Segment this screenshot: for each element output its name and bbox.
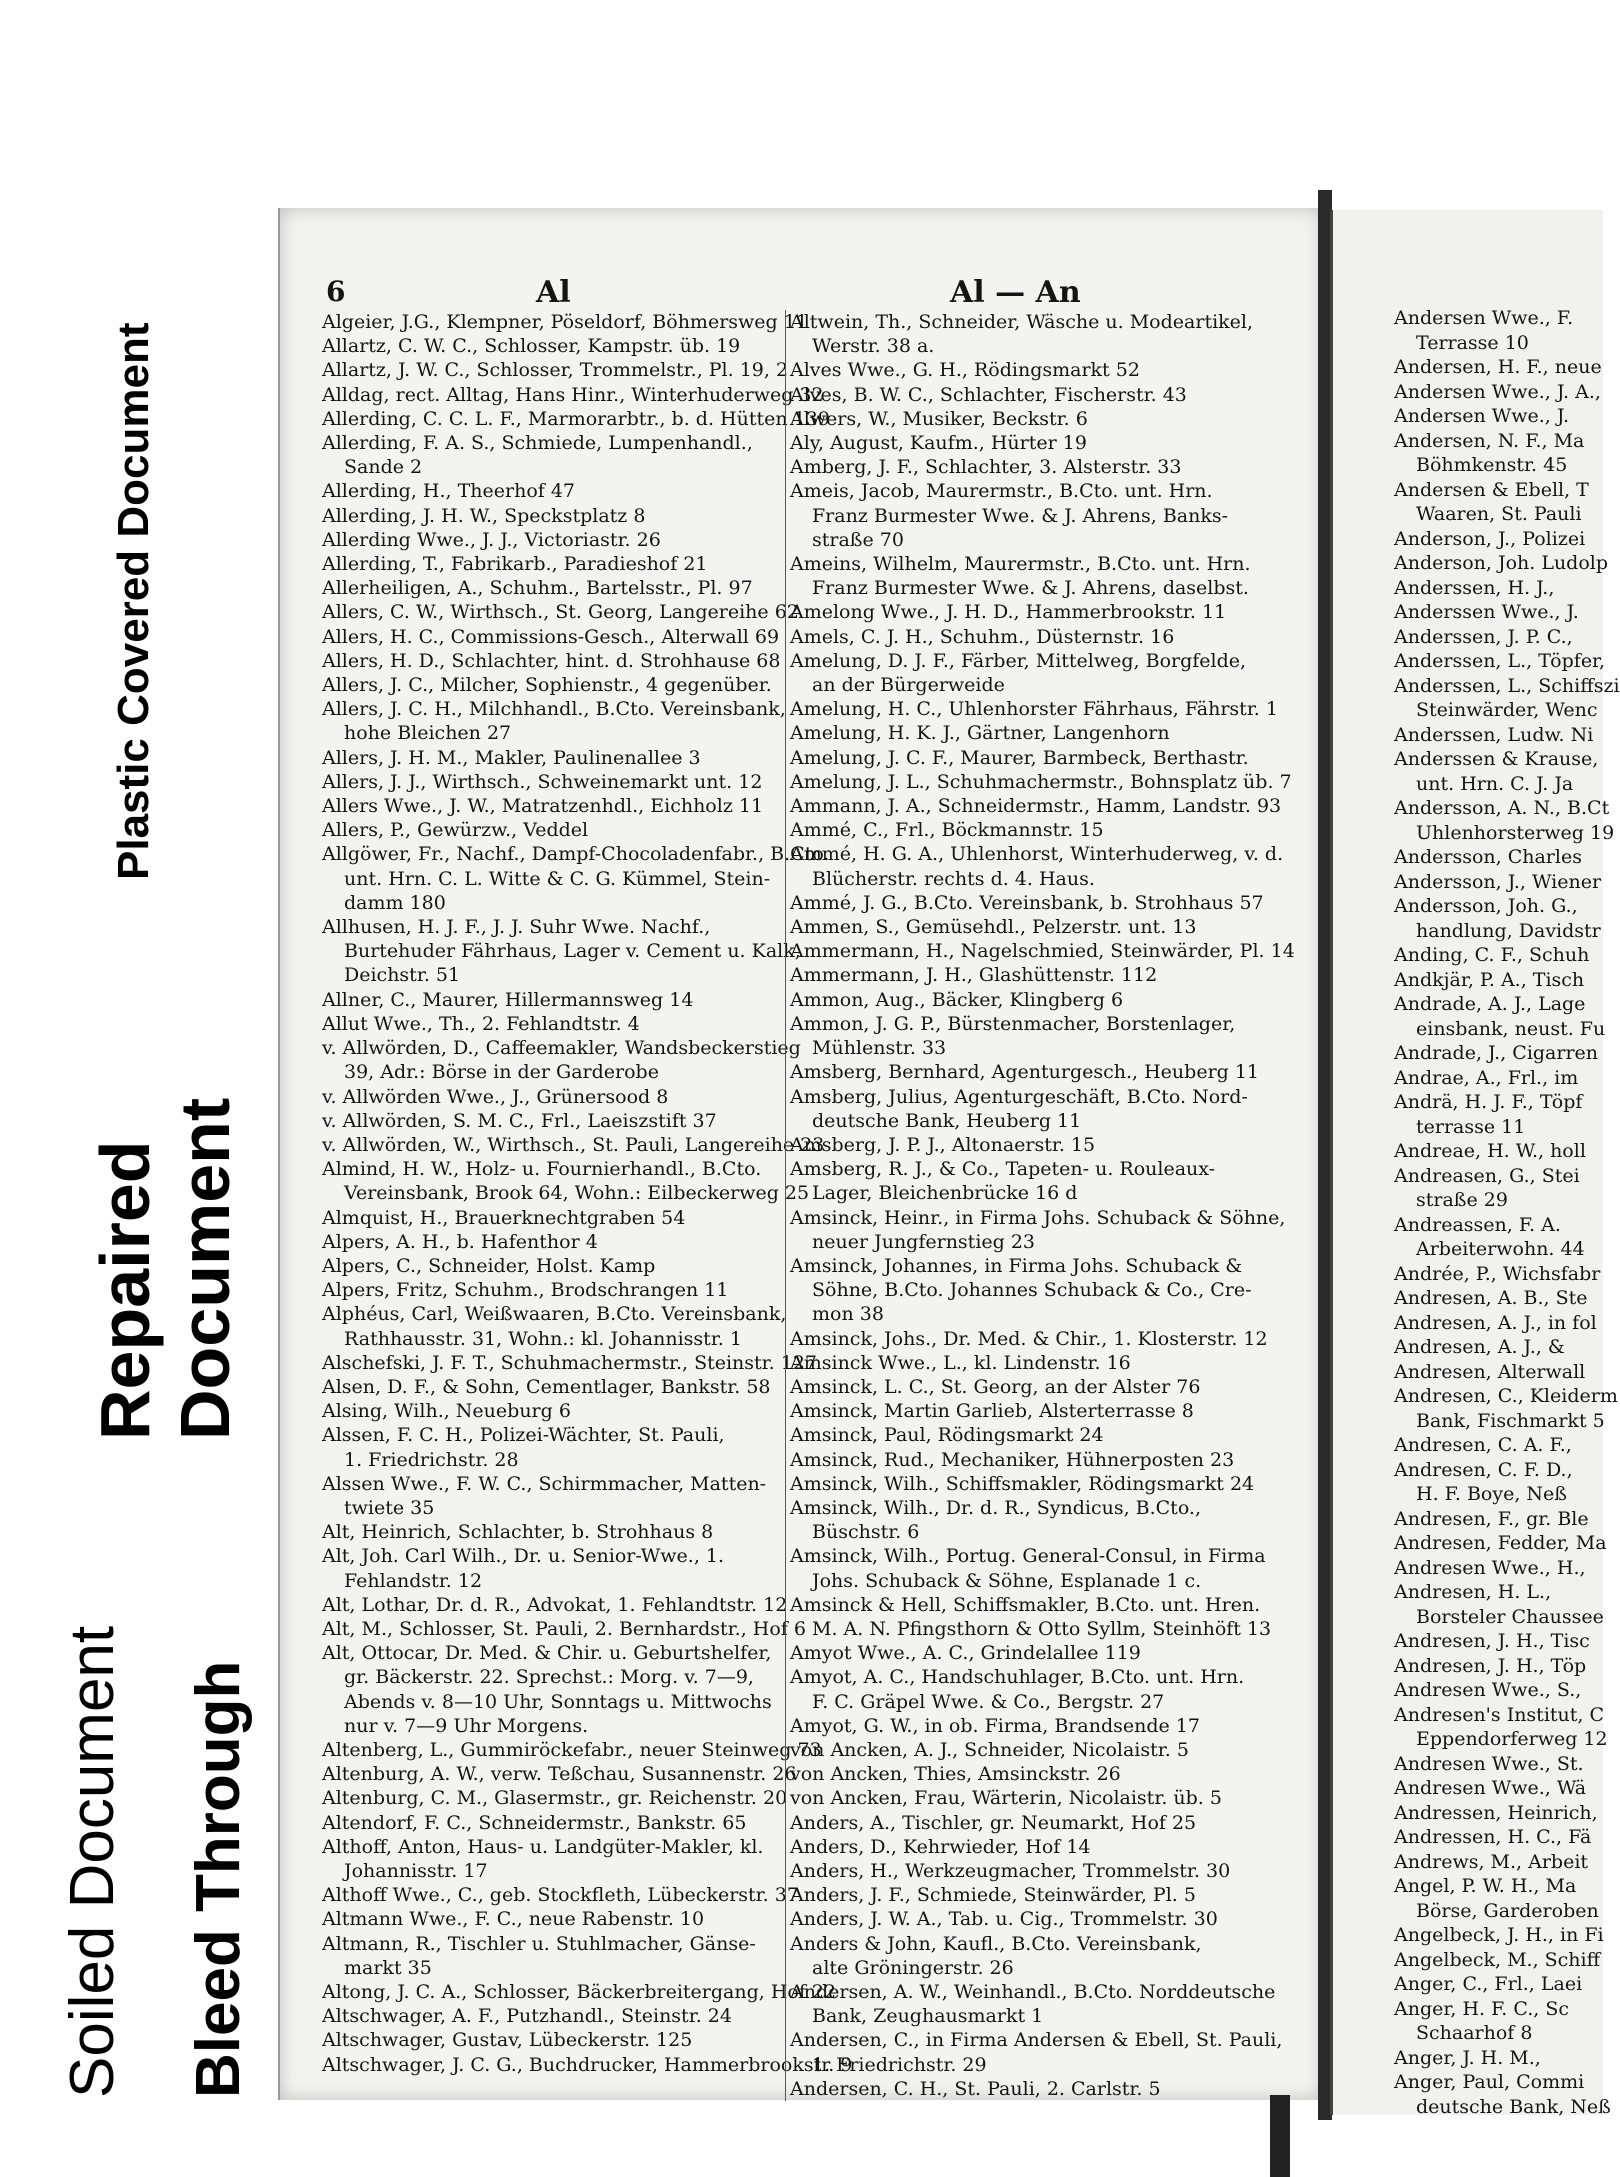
directory-entry-line: Böhmkenstr. 45 bbox=[1416, 454, 1568, 476]
running-header-left: Al bbox=[536, 275, 571, 310]
directory-entry-line: Allers, H. D., Schlachter, hint. d. Strohhause 68 bbox=[322, 649, 781, 672]
directory-entry-line: Amelung, D. J. F., Färber, Mittelweg, Borgfelde, bbox=[790, 649, 1247, 672]
directory-entry-line: Alt, Joh. Carl Wilh., Dr. u. Senior-Wwe., 1. bbox=[322, 1545, 725, 1568]
directory-entry-line: v. Allwörden Wwe., J., Grünersood 8 bbox=[322, 1085, 669, 1108]
directory-entry-line: nur v. 7—9 Uhr Morgens. bbox=[344, 1714, 589, 1737]
directory-entry-line: Almind, H. W., Holz- u. Fournierhandl., B.Cto. bbox=[322, 1158, 762, 1181]
directory-entry-line: Alpers, A. H., b. Hafenthor 4 bbox=[322, 1230, 598, 1253]
directory-entry-line: Ammé, J. G., B.Cto. Vereinsbank, b. Strohhaus 57 bbox=[790, 891, 1264, 914]
directory-entry-line: Alschefski, J. F. T., Schuhmachermstr., Steinstr. 127 bbox=[322, 1351, 818, 1374]
directory-entry-line: Altmann Wwe., F. C., neue Rabenstr. 10 bbox=[322, 1908, 705, 1931]
directory-entry-line: 1. Friedrichstr. 29 bbox=[812, 2053, 987, 2076]
directory-entry-line: Blücherstr. rechts d. 4. Haus. bbox=[812, 867, 1095, 890]
directory-entry-line: unt. Hrn. C. L. Witte & C. G. Kümmel, Stein- bbox=[344, 867, 771, 890]
bottom-shadow-strip bbox=[1270, 2095, 1290, 2177]
directory-entry-line: Alphéus, Carl, Weißwaaren, B.Cto. Vereinsbank, bbox=[322, 1303, 787, 1326]
directory-entry-line: Alldag, rect. Alltag, Hans Hinr., Winterhuderweg 32 bbox=[322, 383, 824, 406]
directory-entry-line: Eppendorferweg 12 bbox=[1416, 1728, 1608, 1750]
directory-entry-line: Andersen Wwe., J. A., bbox=[1394, 380, 1601, 403]
directory-entry-line: Anderssen & Krause, bbox=[1394, 748, 1599, 770]
directory-entry-line: Allgöwer, Fr., Nachf., Dampf-Chocoladenfabr., B.Cto. bbox=[322, 843, 830, 866]
directory-entry-line: v. Allwörden, W., Wirthsch., St. Pauli, Langereihe 23 bbox=[322, 1133, 825, 1156]
directory-entry-line: Amsinck, Johannes, in Firma Johs. Schuback & bbox=[790, 1254, 1243, 1277]
directory-entry-line: Aly, August, Kaufm., Hürter 19 bbox=[790, 432, 1087, 455]
directory-entry-line: Altendorf, F. C., Schneidermstr., Bankstr. 65 bbox=[322, 1811, 747, 1834]
directory-entry-line: Allerding, F. A. S., Schmiede, Lumpenhandl., bbox=[322, 432, 753, 455]
directory-entry-line: Allner, C., Maurer, Hillermannsweg 14 bbox=[322, 988, 694, 1011]
directory-entry-line: Andresen, Alterwall bbox=[1394, 1360, 1586, 1383]
directory-entry-line: Söhne, B.Cto. Johannes Schuback & Co., Cre- bbox=[812, 1279, 1252, 1302]
directory-entry-line: Allers, J. C. H., Milchhandl., B.Cto. Vereinsbank, bbox=[322, 698, 786, 721]
directory-entry-line: Allerding, T., Fabrikarb., Paradieshof 21 bbox=[322, 553, 708, 576]
directory-entry-line: hohe Bleichen 27 bbox=[344, 722, 512, 745]
directory-entry-line: Alves, B. W. C., Schlachter, Fischerstr. 43 bbox=[790, 383, 1187, 406]
directory-entry-line: Lager, Bleichenbrücke 16 d bbox=[812, 1182, 1078, 1205]
directory-entry-line: Alpers, Fritz, Schuhm., Brodschrangen 11 bbox=[322, 1279, 729, 1302]
directory-entry-line: straße 29 bbox=[1416, 1189, 1508, 1211]
directory-entry-line: Amsinck, Wilh., Portug. General-Consul, in Firma bbox=[790, 1545, 1266, 1568]
directory-entry-line: Ammé, C., Frl., Böckmannstr. 15 bbox=[790, 819, 1104, 842]
directory-entry-line: Burtehuder Fährhaus, Lager v. Cement u. Kalk, bbox=[344, 940, 801, 963]
directory-entry-line: Andersen, N. F., Ma bbox=[1394, 429, 1585, 452]
directory-entry-line: Andresen, A. B., Ste bbox=[1394, 1287, 1588, 1309]
directory-entry-line: Anderssen, L., Schiffszi bbox=[1394, 674, 1620, 697]
directory-entry-line: Amyot, A. C., Handschuhlager, B.Cto. unt. Hrn. bbox=[790, 1666, 1245, 1689]
directory-entry-line: Amsinck, L. C., St. Georg, an der Alster 76 bbox=[790, 1375, 1201, 1398]
directory-entry-line: Schaarhof 8 bbox=[1416, 2022, 1533, 2044]
directory-entry-line: Alt, M., Schlosser, St. Pauli, 2. Bernhardstr., Hof 6 bbox=[322, 1617, 806, 1640]
directory-entry-line: Allerding, C. C. L. F., Marmorarbtr., b. d. Hütten 139 bbox=[322, 407, 830, 430]
directory-entry-line: Allers, J. C., Milcher, Sophienstr., 4 gegenüber. bbox=[322, 674, 772, 697]
directory-column-right bbox=[785, 310, 1295, 2101]
directory-entry-line: Angel, P. W. H., Ma bbox=[1394, 1875, 1577, 1897]
page-number: 6 bbox=[326, 275, 346, 308]
directory-entry-line: Anders, D., Kehrwieder, Hof 14 bbox=[790, 1835, 1091, 1858]
directory-entry-line: Andresen Wwe., S., bbox=[1394, 1679, 1582, 1701]
directory-entry-line: markt 35 bbox=[344, 1956, 432, 1979]
directory-entry-line: Altschwager, J. C. G., Buchdrucker, Hammerbrookstr. 9 bbox=[322, 2053, 853, 2076]
directory-entry-line: Anger, C., Frl., Laei bbox=[1394, 1973, 1583, 1995]
directory-entry-line: Allers, J. H. M., Makler, Paulinenallee 3 bbox=[322, 746, 701, 769]
directory-entry-line: Johannisstr. 17 bbox=[344, 1860, 488, 1882]
directory-entry-line: Amelung, H. C., Uhlenhorster Fährhaus, Fährstr. 1 bbox=[790, 698, 1278, 721]
directory-entry-line: Allut Wwe., Th., 2. Fehlandtstr. 4 bbox=[322, 1012, 640, 1035]
directory-entry-line: Alssen Wwe., F. W. C., Schirmmacher, Matten- bbox=[322, 1472, 767, 1495]
directory-entry-line: Anderssen, Ludw. Ni bbox=[1394, 723, 1594, 746]
directory-entry-line: Vereinsbank, Brook 64, Wohn.: Eilbeckerweg 25 bbox=[344, 1182, 810, 1205]
directory-entry-line: Uhlenhorsterweg 19 bbox=[1416, 821, 1615, 844]
directory-entry-line: Deichstr. 51 bbox=[344, 964, 461, 987]
directory-entry-line: Althoff, Anton, Haus- u. Landgüter-Makler, kl. bbox=[322, 1835, 764, 1858]
directory-entry-line: Anger, Paul, Commi bbox=[1394, 2071, 1585, 2093]
directory-entry-line: terrasse 11 bbox=[1416, 1115, 1526, 1138]
directory-entry-line: Allers, C. W., Wirthsch., St. Georg, Langereihe 62 bbox=[322, 601, 799, 624]
directory-entry-line: 39, Adr.: Börse in der Garderobe bbox=[344, 1061, 659, 1084]
directory-entry-line: Andersson, Joh. G., bbox=[1394, 895, 1578, 917]
directory-entry-line: Algeier, J.G., Klempner, Pöseldorf, Böhmersweg 11 bbox=[322, 311, 808, 333]
directory-entry-line: Andrä, H. J. F., Töpf bbox=[1394, 1091, 1583, 1113]
directory-entry-line: Andkjär, P. A., Tisch bbox=[1394, 968, 1585, 991]
directory-entry-line: Andersen, H. F., neue bbox=[1394, 356, 1602, 378]
directory-entry-line: Andresen, C., Kleiderm bbox=[1394, 1385, 1618, 1407]
directory-entry-line: Allers, H. C., Commissions-Gesch., Alterwall 69 bbox=[322, 625, 780, 648]
directory-entry-line: Johs. Schuback & Söhne, Esplanade 1 c. bbox=[812, 1569, 1202, 1592]
directory-entry-line: Ameins, Wilhelm, Maurermstr., B.Cto. unt. Hrn. bbox=[790, 553, 1251, 576]
directory-entry-line: Altschwager, A. F., Putzhandl., Steinstr. 24 bbox=[322, 2005, 732, 2028]
directory-entry-line: Anger, J. H. M., bbox=[1394, 2046, 1541, 2069]
directory-entry-line: v. Allwörden, S. M. C., Frl., Laeiszstift 37 bbox=[322, 1109, 717, 1132]
directory-entry-line: Amsinck, Wilh., Dr. d. R., Syndicus, B.Cto., bbox=[790, 1496, 1202, 1519]
directory-entry-line: Werstr. 38 a. bbox=[812, 335, 935, 358]
directory-entry-line: Amsberg, R. J., & Co., Tapeten- u. Rouleaux- bbox=[790, 1158, 1216, 1181]
directory-entry-line: Alt, Heinrich, Schlachter, b. Strohhaus 8 bbox=[322, 1521, 714, 1544]
directory-entry-line: Andresen Wwe., H., bbox=[1394, 1556, 1586, 1579]
directory-entry-line: Amsinck Wwe., L., kl. Lindenstr. 16 bbox=[790, 1351, 1131, 1374]
plastic-covered-label: Plastic Covered Document bbox=[109, 322, 158, 880]
directory-entry-line: alte Gröningerstr. 26 bbox=[812, 1956, 1014, 1979]
directory-entry-line: deutsche Bank, Heuberg 11 bbox=[812, 1109, 1082, 1132]
directory-entry-line: Abends v. 8—10 Uhr, Sonntags u. Mittwochs bbox=[344, 1690, 772, 1713]
directory-entry-line: Anderson, Joh. Ludolp bbox=[1394, 552, 1609, 574]
running-header-right: Al — An bbox=[950, 275, 1081, 310]
directory-entry-line: Amsinck, Martin Garlieb, Alsterterrasse 8 bbox=[790, 1400, 1194, 1423]
directory-entry-line: Andersen Wwe., J. bbox=[1394, 405, 1570, 427]
directory-entry-line: neuer Jungfernstieg 23 bbox=[812, 1230, 1036, 1253]
directory-entry-line: Alssen, F. C. H., Polizei-Wächter, St. Pauli, bbox=[322, 1424, 725, 1447]
directory-entry-line: Arbeiterwohn. 44 bbox=[1416, 1238, 1585, 1260]
directory-entry-line: Rathhausstr. 31, Wohn.: kl. Johannisstr. 1 bbox=[344, 1327, 742, 1350]
directory-entry-line: Amberg, J. F., Schlachter, 3. Alsterstr. 33 bbox=[790, 456, 1182, 479]
directory-entry-line: Ammann, J. A., Schneidermstr., Hamm, Landstr. 93 bbox=[790, 795, 1282, 818]
directory-entry-line: Andersen, C., in Firma Andersen & Ebell, St. Pauli, bbox=[790, 2029, 1283, 2052]
directory-entry-line: Amsinck, Paul, Rödingsmarkt 24 bbox=[790, 1424, 1104, 1447]
directory-entry-line: F. C. Gräpel Wwe. & Co., Bergstr. 27 bbox=[812, 1690, 1165, 1713]
directory-entry-line: Andrae, A., Frl., im bbox=[1394, 1066, 1579, 1089]
directory-entry-line: Andersson, Charles bbox=[1394, 846, 1582, 868]
directory-entry-line: Amelung, J. C. F., Maurer, Barmbeck, Berthastr. bbox=[790, 746, 1249, 769]
directory-entry-line: Andersson, J., Wiener bbox=[1394, 870, 1602, 893]
directory-entry-line: v. Allwörden, D., Caffeemakler, Wandsbeckerstieg bbox=[322, 1037, 801, 1060]
directory-entry-line: Angelbeck, M., Schiff bbox=[1394, 1948, 1601, 1971]
directory-entry-line: Amels, C. J. H., Schuhm., Düsternstr. 16 bbox=[790, 625, 1175, 648]
directory-entry-line: Andresen Wwe., St. bbox=[1394, 1752, 1584, 1775]
directory-entry-line: twiete 35 bbox=[344, 1496, 435, 1519]
directory-entry-line: Andresen, A. J., & bbox=[1394, 1336, 1565, 1358]
directory-entry-line: straße 70 bbox=[812, 528, 904, 551]
directory-entry-line: Andersen, C. H., St. Pauli, 2. Carlstr. 5 bbox=[790, 2077, 1161, 2100]
directory-entry-line: Althoff Wwe., C., geb. Stockfleth, Lübeckerstr. 37 bbox=[322, 1884, 799, 1907]
directory-entry-line: an der Bürgerweide bbox=[812, 674, 1005, 697]
bleed-through-label: Bleed Through bbox=[184, 1660, 253, 2098]
next-page-column bbox=[1394, 306, 1620, 2119]
soiled-label: Soiled Document bbox=[58, 1625, 127, 2098]
directory-entry-line: Amelung, J. L., Schuhmachermstr., Bohnsplatz üb. 7 bbox=[790, 770, 1292, 793]
directory-entry-line: Andresen, F., gr. Ble bbox=[1394, 1507, 1589, 1530]
directory-entry-line: Allerding, H., Theerhof 47 bbox=[322, 480, 576, 503]
directory-entry-line: Amsinck, Heinr., in Firma Johs. Schuback & Söhne, bbox=[790, 1206, 1286, 1229]
directory-entry-line: Anding, C. F., Schuh bbox=[1394, 944, 1590, 966]
directory-entry-line: Andresen, C. F. D., bbox=[1394, 1458, 1573, 1481]
directory-entry-line: Andresen, C. A. F., bbox=[1394, 1434, 1572, 1456]
directory-entry-line: Franz Burmester Wwe. & J. Ahrens, Banks- bbox=[812, 504, 1229, 527]
directory-entry-line: Andressen, H. C., Fä bbox=[1394, 1826, 1592, 1848]
directory-entry-line: Alpers, C., Schneider, Holst. Kamp bbox=[322, 1254, 656, 1277]
directory-entry-line: Altschwager, Gustav, Lübeckerstr. 125 bbox=[322, 2029, 693, 2052]
directory-entry-line: Angelbeck, J. H., in Fi bbox=[1394, 1924, 1604, 1946]
directory-entry-line: Andrade, A. J., Lage bbox=[1394, 993, 1586, 1015]
directory-entry-line: handlung, Davidstr bbox=[1416, 919, 1601, 942]
directory-entry-line: Allers Wwe., J. W., Matratzenhdl., Eichholz 11 bbox=[322, 795, 764, 818]
directory-entry-line: Altenburg, A. W., verw. Teßchau, Susannenstr. 26 bbox=[322, 1763, 797, 1786]
directory-entry-line: Anderssen, H. J., bbox=[1394, 576, 1555, 599]
directory-entry-line: Terrasse 10 bbox=[1416, 331, 1529, 354]
directory-entry-line: Andreassen, F. A. bbox=[1394, 1213, 1561, 1236]
directory-entry-line: Andresen, J. H., Töp bbox=[1394, 1654, 1587, 1677]
directory-entry-line: Andersen & Ebell, T bbox=[1394, 478, 1589, 501]
directory-entry-line: Ammé, H. G. A., Uhlenhorst, Winterhuderweg, v. d. bbox=[790, 843, 1284, 866]
directory-entry-line: Alves Wwe., G. H., Rödingsmarkt 52 bbox=[790, 359, 1140, 382]
directory-entry-line: Anderson, J., Polizei bbox=[1394, 527, 1586, 550]
directory-entry-line: Andresen, Fedder, Ma bbox=[1394, 1532, 1607, 1554]
directory-entry-line: Amelong Wwe., J. H. D., Hammerbrookstr. 11 bbox=[790, 601, 1227, 624]
directory-entry-line: Allartz, J. W. C., Schlosser, Trommelstr., Pl. 19, 2 bbox=[322, 359, 789, 382]
directory-entry-line: Altenberg, L., Gummiröckefabr., neuer Steinweg 73 bbox=[322, 1738, 822, 1761]
directory-entry-line: Allerding, J. H. W., Speckstplatz 8 bbox=[322, 504, 646, 527]
directory-entry-line: Allerding Wwe., J. J., Victoriastr. 26 bbox=[322, 528, 661, 551]
directory-entry-line: Anger, H. F. C., Sc bbox=[1394, 1997, 1570, 2020]
directory-entry-line: deutsche Bank, Neß bbox=[1416, 2095, 1611, 2118]
directory-entry-line: Alt, Ottocar, Dr. Med. & Chir. u. Geburtshelfer, bbox=[322, 1642, 772, 1665]
directory-entry-line: Amsberg, Julius, Agenturgeschäft, B.Cto. Nord- bbox=[790, 1085, 1248, 1108]
directory-entry-line: Andrade, J., Cigarren bbox=[1394, 1042, 1599, 1064]
directory-entry-line: Andresen's Institut, C bbox=[1394, 1703, 1605, 1726]
directory-entry-line: Anderssen Wwe., J. bbox=[1394, 601, 1579, 623]
directory-entry-line: von Ancken, Frau, Wärterin, Nicolaistr. üb. 5 bbox=[790, 1787, 1222, 1810]
directory-entry-line: Bank, Zeughausmarkt 1 bbox=[812, 2005, 1044, 2028]
directory-entry-line: von Ancken, A. J., Schneider, Nicolaistr. 5 bbox=[790, 1738, 1189, 1761]
directory-entry-line: Anders, J. W. A., Tab. u. Cig., Trommelstr. 30 bbox=[790, 1908, 1218, 1931]
directory-entry-line: Amyot, G. W., in ob. Firma, Brandsende 17 bbox=[790, 1714, 1200, 1737]
directory-entry-line: Altong, J. C. A., Schlosser, Bäckerbreitergang, Hof 22 bbox=[322, 1981, 837, 2004]
directory-entry-line: Bank, Fischmarkt 5 bbox=[1416, 1409, 1605, 1432]
directory-entry-line: Anderssen, L., Töpfer, bbox=[1394, 650, 1606, 672]
directory-entry-line: Andresen, H. L., bbox=[1394, 1581, 1552, 1603]
directory-entry-line: Amsberg, Bernhard, Agenturgesch., Heuberg 11 bbox=[790, 1061, 1260, 1084]
directory-entry-line: Andreae, H. W., holl bbox=[1394, 1140, 1586, 1162]
directory-entry-line: Altwein, Th., Schneider, Wäsche u. Modeartikel, bbox=[790, 311, 1254, 333]
directory-entry-line: Ammermann, H., Nagelschmied, Steinwärder, Pl. 14 bbox=[790, 940, 1295, 963]
directory-entry-line: Fehlandstr. 12 bbox=[344, 1569, 483, 1592]
directory-entry-line: von Ancken, Thies, Amsinckstr. 26 bbox=[790, 1763, 1121, 1786]
directory-entry-line: Andrée, P., Wichsfabr bbox=[1394, 1262, 1601, 1285]
directory-entry-line: Büschstr. 6 bbox=[812, 1521, 920, 1544]
directory-entry-line: Andressen, Heinrich, bbox=[1394, 1801, 1598, 1824]
directory-entry-line: Steinwärder, Wenc bbox=[1416, 699, 1598, 721]
directory-entry-line: Andresen, A. J., in fol bbox=[1394, 1311, 1597, 1334]
directory-entry-line: Allhusen, H. J. F., J. J. Suhr Wwe. Nachf., bbox=[322, 916, 711, 939]
directory-entry-line: M. A. N. Pfingsthorn & Otto Syllm, Steinhöft 13 bbox=[812, 1617, 1272, 1640]
directory-entry-line: Anders, J. F., Schmiede, Steinwärder, Pl. 5 bbox=[790, 1884, 1196, 1907]
directory-entry-line: Allers, P., Gewürzw., Veddel bbox=[322, 819, 589, 842]
directory-entry-line: mon 38 bbox=[812, 1303, 884, 1326]
directory-entry-line: Amsinck, Wilh., Schiffsmakler, Rödingsmarkt 24 bbox=[790, 1472, 1255, 1495]
directory-entry-line: Amsinck & Hell, Schiffsmakler, B.Cto. unt. Hren. bbox=[790, 1593, 1261, 1616]
directory-entry-line: gr. Bäckerstr. 22. Sprechst.: Morg. v. 7—9, bbox=[344, 1666, 754, 1689]
directory-entry-line: Alt, Lothar, Dr. d. R., Advokat, 1. Fehlandtstr. 12 bbox=[322, 1593, 788, 1616]
directory-entry-line: Almquist, H., Brauerknechtgraben 54 bbox=[322, 1206, 686, 1229]
directory-entry-line: Ammon, Aug., Bäcker, Klingberg 6 bbox=[790, 988, 1124, 1011]
directory-entry-line: Alsing, Wilh., Neueburg 6 bbox=[322, 1400, 571, 1423]
directory-entry-line: Franz Burmester Wwe. & J. Ahrens, daselbst. bbox=[812, 577, 1249, 600]
directory-entry-line: Amsberg, J. P. J., Altonaerstr. 15 bbox=[790, 1133, 1096, 1156]
directory-entry-line: Anderssen, J. P. C., bbox=[1394, 625, 1573, 648]
directory-entry-line: Amyot Wwe., A. C., Grindelallee 119 bbox=[790, 1642, 1141, 1665]
directory-entry-line: Amelung, H. K. J., Gärtner, Langenhorn bbox=[790, 722, 1170, 745]
directory-entry-line: Amsinck, Rud., Mechaniker, Hühnerposten 23 bbox=[790, 1448, 1235, 1471]
directory-entry-line: Anders, H., Werkzeugmacher, Trommelstr. 30 bbox=[790, 1860, 1231, 1882]
directory-entry-line: Altmann, R., Tischler u. Stuhlmacher, Gänse- bbox=[322, 1932, 756, 1955]
directory-entry-line: Anders & John, Kaufl., B.Cto. Vereinsbank, bbox=[790, 1932, 1202, 1955]
directory-entry-line: H. F. Boye, Neß bbox=[1416, 1483, 1567, 1505]
directory-entry-line: unt. Hrn. C. J. Ja bbox=[1416, 772, 1574, 795]
repaired-label-line-1: Repaired bbox=[86, 1140, 164, 1440]
directory-entry-line: Borsteler Chaussee bbox=[1416, 1605, 1604, 1628]
directory-entry-line: Andresen Wwe., Wä bbox=[1394, 1777, 1587, 1799]
directory-entry-line: Andresen, J. H., Tisc bbox=[1394, 1630, 1590, 1652]
directory-entry-line: damm 180 bbox=[344, 891, 446, 914]
directory-entry-line: Allerheiligen, A., Schuhm., Bartelsstr., Pl. 97 bbox=[322, 577, 753, 600]
directory-entry-line: Andrews, M., Arbeit bbox=[1394, 1850, 1589, 1873]
directory-entry-line: Ameis, Jacob, Maurermstr., B.Cto. unt. Hrn. bbox=[790, 480, 1213, 503]
directory-entry-line: Andersson, A. N., B.Ct bbox=[1394, 797, 1610, 819]
directory-entry-line: Alsen, D. F., & Sohn, Cementlager, Bankstr. 58 bbox=[322, 1375, 771, 1398]
directory-entry-line: Waaren, St. Pauli bbox=[1416, 503, 1582, 525]
directory-entry-line: Börse, Garderoben bbox=[1416, 1899, 1599, 1922]
directory-entry-line: Alwers, W., Musiker, Beckstr. 6 bbox=[790, 407, 1088, 430]
directory-entry-line: einsbank, neust. Fu bbox=[1416, 1017, 1606, 1040]
directory-entry-line: 1. Friedrichstr. 28 bbox=[344, 1448, 519, 1471]
directory-entry-line: Andreasen, G., Stei bbox=[1394, 1164, 1580, 1187]
directory-entry-line: Sande 2 bbox=[344, 456, 423, 479]
directory-entry-line: Allers, J. J., Wirthsch., Schweinemarkt unt. 12 bbox=[322, 770, 763, 793]
directory-entry-line: Allartz, C. W. C., Schlosser, Kampstr. üb. 19 bbox=[322, 335, 741, 358]
directory-entry-line: Amsinck, Johs., Dr. Med. & Chir., 1. Klosterstr. 12 bbox=[790, 1327, 1268, 1350]
directory-entry-line: Ammermann, J. H., Glashüttenstr. 112 bbox=[790, 964, 1158, 987]
directory-entry-line: Mühlenstr. 33 bbox=[812, 1037, 947, 1060]
directory-entry-line: Altenburg, C. M., Glasermstr., gr. Reichenstr. 20 bbox=[322, 1787, 788, 1810]
directory-entry-line: Anders, A., Tischler, gr. Neumarkt, Hof 25 bbox=[790, 1811, 1197, 1834]
directory-entry-line: Andersen Wwe., F. bbox=[1394, 307, 1574, 329]
directory-entry-line: Ammen, S., Gemüsehdl., Pelzerstr. unt. 13 bbox=[790, 916, 1197, 939]
directory-entry-line: Andersen, A. W., Weinhandl., B.Cto. Norddeutsche bbox=[790, 1981, 1276, 2004]
directory-entry-line: Ammon, J. G. P., Bürstenmacher, Borstenlager, bbox=[790, 1012, 1236, 1035]
repaired-label-line-2: Document bbox=[166, 1097, 244, 1440]
